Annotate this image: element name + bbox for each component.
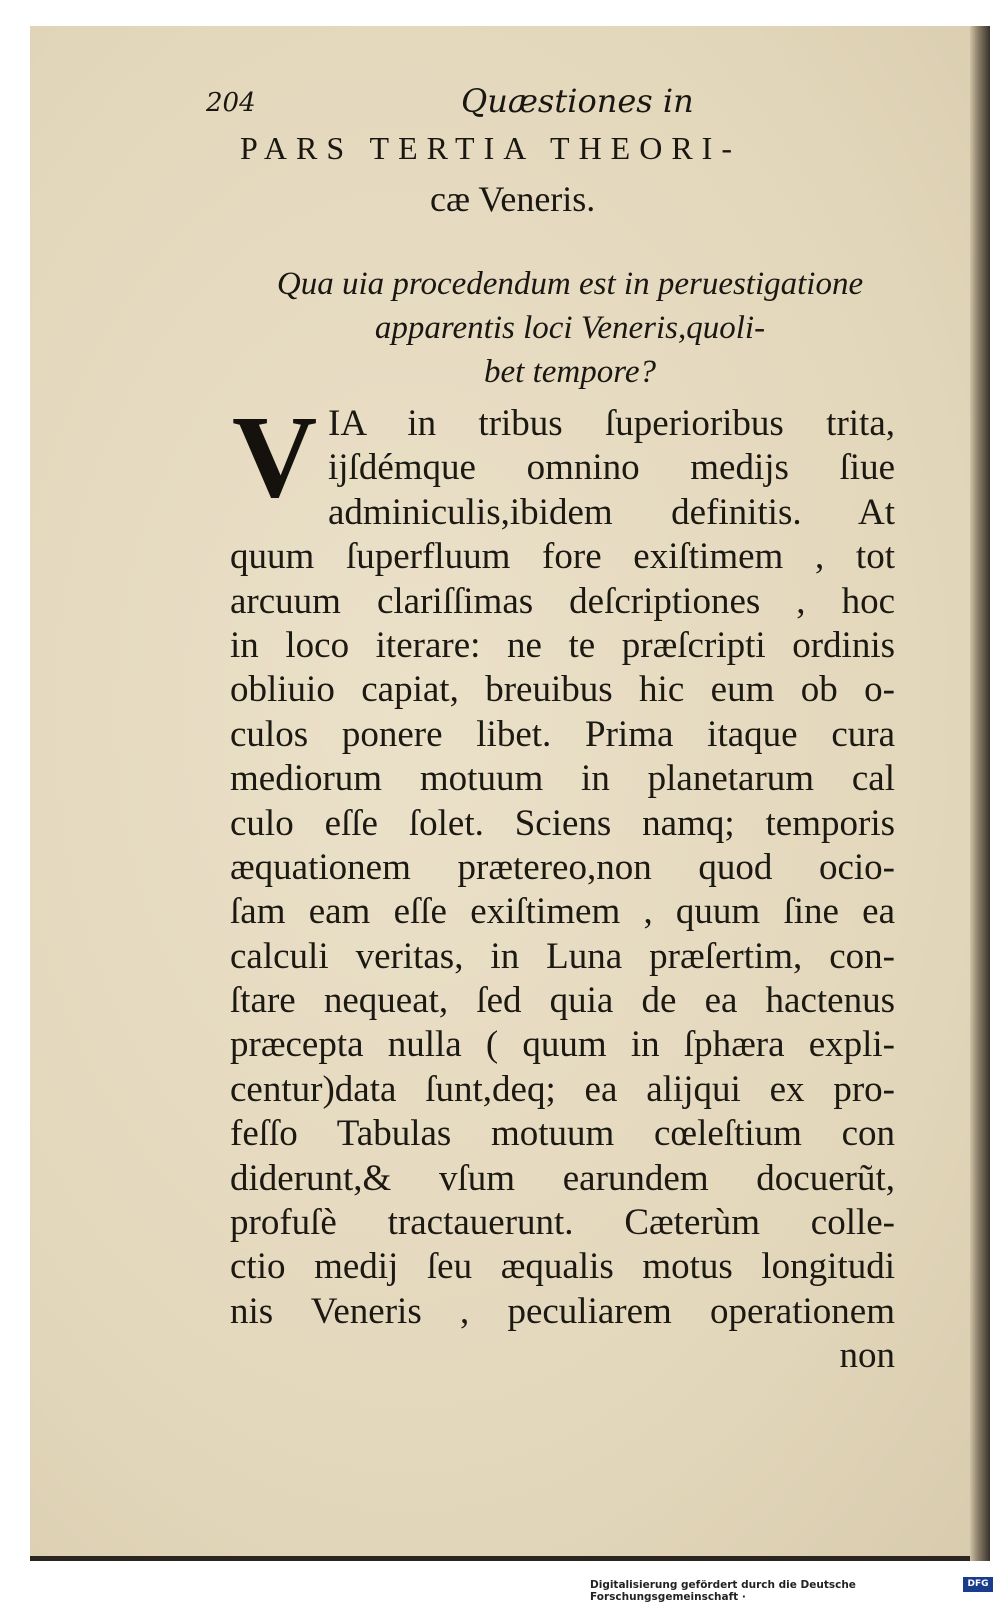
page-header — [206, 78, 846, 128]
text-line: ctio medij ſeu æqualis motus longitudi — [230, 1246, 895, 1288]
text-line: ijſdémque omnino medijs ſiue — [328, 447, 895, 489]
text-line: IA in tribus ſuperioribus trita, — [328, 403, 895, 444]
text-line: in loco iterare: ne te præſcripti ordinis — [230, 624, 895, 666]
text-line: ſam eam eſſe exiſtimem , quum ſine ea — [230, 891, 895, 933]
text-line: culos ponere libet. Prima itaque cura — [230, 713, 895, 755]
text-line: ſtare nequeat, ſed quia de ea hactenus — [230, 980, 895, 1022]
page-edge — [970, 26, 990, 1561]
text-line: mediorum motuum in planetarum cal — [230, 758, 895, 800]
text-line: quum ſuperfluum fore exiſtimem , tot — [230, 536, 895, 578]
question-line: apparentis loci Veneris,quoli- — [374, 310, 766, 346]
question-heading — [250, 262, 890, 394]
text-line: centur)data ſunt,deq; ea alijqui ex pro- — [230, 1068, 895, 1110]
question-line: Qua uia procedendum est in peruestigatione — [276, 266, 864, 302]
text-line: nis Veneris , peculiarem operationem — [230, 1290, 895, 1332]
text-line: obliuio capiat, breuibus hic eum ob o- — [230, 669, 895, 711]
text-line: æquationem prætereo,non quod ocio- — [230, 846, 895, 888]
page-number: 204 — [206, 88, 256, 118]
text-line: præcepta nulla ( quum in ſphæra expli- — [230, 1024, 895, 1066]
text-line: culo eſſe ſolet. Sciens namq; temporis — [230, 802, 895, 844]
text-line: diderunt,& vſum earundem docuerũt, — [230, 1157, 895, 1199]
catchword: non — [839, 1335, 895, 1377]
text-line: profuſè tractauerunt. Cæterùm colle- — [230, 1202, 895, 1244]
text-line: adminiculis,ibidem definitis. At — [328, 491, 895, 533]
text-line: feſſo Tabulas motuum cœleſtium con — [230, 1113, 895, 1155]
text-line: calculi veritas, in Luna præſertim, con- — [230, 935, 895, 977]
drop-cap-initial: V — [232, 391, 318, 522]
dfg-logo: DFG — [963, 1577, 993, 1592]
running-head: Quæstiones in — [461, 82, 694, 120]
question-line: bet tempore? — [484, 354, 656, 390]
body-text — [230, 402, 895, 1379]
section-subtitle: cæ Veneris. — [430, 179, 596, 219]
text-line: arcuum clariſſimas deſcriptiones , hoc — [230, 580, 895, 622]
digitization-credit: Digitalisierung gefördert durch die Deutsche Forschungsgemeinschaft · — [590, 1579, 856, 1603]
section-title: PARS TERTIA THEORI- — [240, 130, 741, 166]
